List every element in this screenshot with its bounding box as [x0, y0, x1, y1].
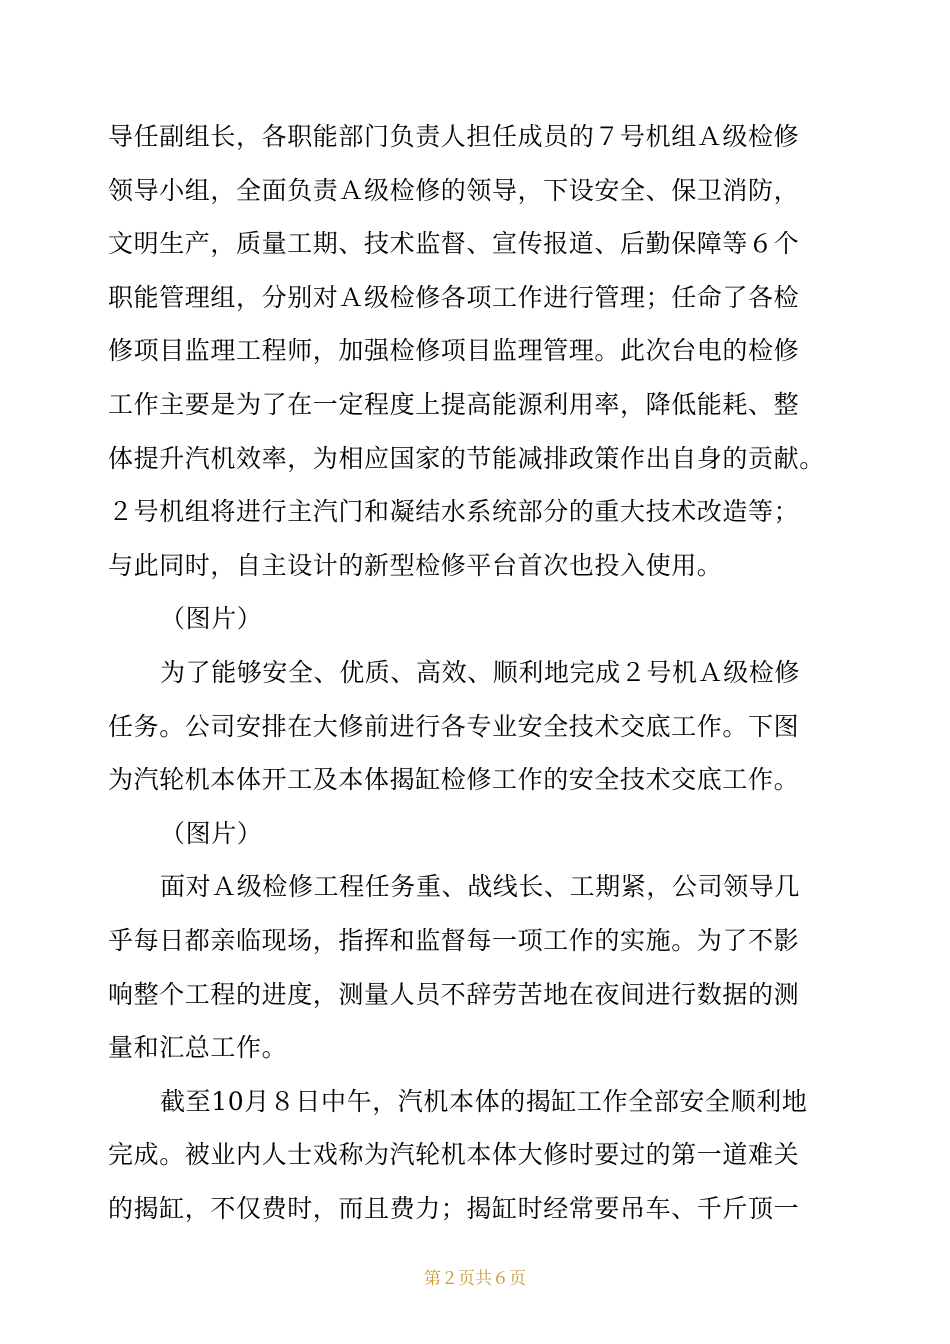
text-line: 工作主要是为了在一定程度上提高能源利用率，降低能耗、整 [108, 389, 800, 419]
text-line: 领导小组，全面负责Ａ级检修的领导，下设安全、保卫消防， [108, 175, 800, 205]
text-line: 的揭缸，不仅费时，而且费力；揭缸时经常要吊车、千斤顶一 [108, 1193, 800, 1223]
text-line: 响整个工程的进度，测量人员不辞劳苦地在夜间进行数据的测 [108, 979, 800, 1009]
image-placeholder: （图片） [160, 818, 263, 848]
image-placeholder: （图片） [160, 604, 263, 634]
page-number-footer: 第２页共６页 [424, 1269, 526, 1289]
text-line: 修项目监理工程师，加强检修项目监理管理。此次台电的检修 [108, 336, 800, 366]
text-line: ２号机组将进行主汽门和凝结水系统部分的重大技术改造等； [108, 497, 800, 527]
text-line: 职能管理组，分别对Ａ级检修各项工作进行管理；任命了各检 [108, 282, 800, 312]
paragraph-start: 为了能够安全、优质、高效、顺利地完成２号机Ａ级检修 [160, 657, 801, 687]
text-line: 文明生产，质量工期、技术监督、宣传报道、后勤保障等６个 [108, 229, 800, 259]
body-text [108, 110, 853, 1235]
text-line: 量和汇总工作。 [108, 1033, 288, 1063]
text-line: 完成。被业内人士戏称为汽轮机本体大修时要过的第一道难关 [108, 1140, 800, 1170]
text-line: 导任副组长，各职能部门负责人担任成员的７号机组Ａ级检修 [108, 122, 800, 151]
text-line: 乎每日都亲临现场，指挥和监督每一项工作的实施。为了不影 [108, 925, 800, 955]
text-line: 任务。公司安排在大修前进行各专业安全技术交底工作。下图 [108, 711, 800, 741]
paragraph-start: 截至10月８日中午，汽机本体的揭缸工作全部安全顺利地 [160, 1086, 808, 1116]
paragraph-start: 面对Ａ级检修工程任务重、战线长、工期紧，公司领导几 [160, 872, 801, 902]
text-line: 体提升汽机效率，为相应国家的节能减排政策作出自身的贡献。 [108, 443, 825, 473]
text-line: 为汽轮机本体开工及本体揭缸检修工作的安全技术交底工作。 [108, 765, 800, 795]
text-line: 与此同时，自主设计的新型检修平台首次也投入使用。 [108, 550, 723, 580]
